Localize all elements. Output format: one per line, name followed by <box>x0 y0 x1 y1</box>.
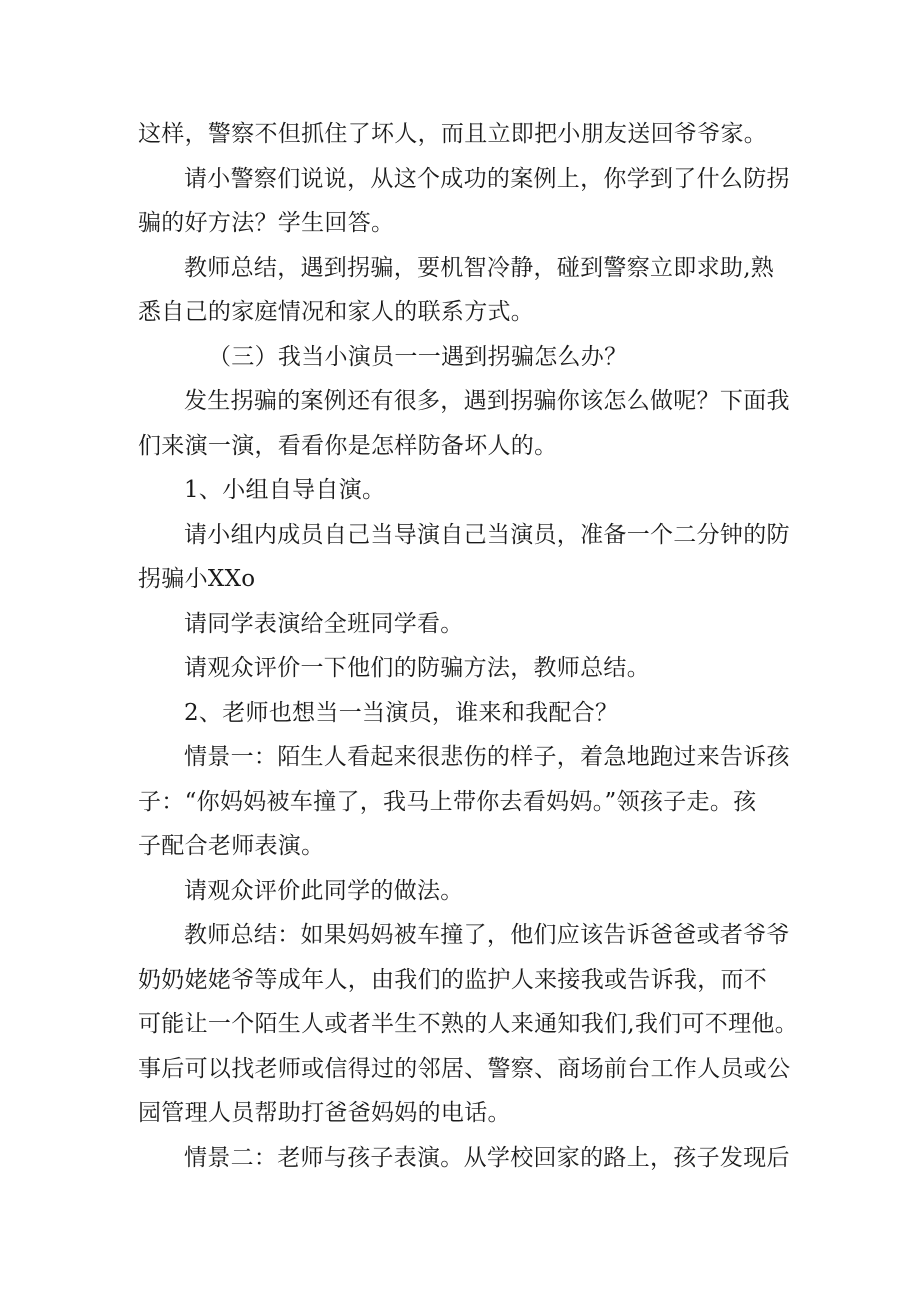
text-line: 2、老师也想当一当演员，谁来和我配合？ <box>184 699 619 726</box>
text-line: 拐骗小XXo <box>138 566 256 592</box>
section-heading: （三）我当小演员一一遇到拐骗怎么办？ <box>208 343 628 370</box>
text-line: 教师总结，遇到拐骗，要机智冷静，碰到警察立即求助,熟 <box>184 254 775 281</box>
text-line: 奶奶姥姥爷等成年人，由我们的监护人来接我或告诉我，而不 <box>138 966 768 993</box>
text-line: 请观众评价一下他们的防骗方法，教师总结。 <box>184 655 650 681</box>
text-line: 悉自己的家庭情况和家人的联系方式。 <box>138 299 535 325</box>
text-line: 发生拐骗的案例还有很多，遇到拐骗你该怎么做呢？下面我 <box>184 388 790 414</box>
text-line: 教师总结：如果妈妈被车撞了，他们应该告诉爸爸或者爷爷 <box>184 922 790 948</box>
text-line: 情景一：陌生人看起来很悲伤的样子，着急地跑过来告诉孩 <box>184 744 790 770</box>
text-line: 们来演一演，看看你是怎样防备坏人的。 <box>138 432 558 459</box>
text-line: 可能让一个陌生人或者半生不熟的人来通知我们,我们可不理他。 <box>138 1011 799 1037</box>
text-line: 请小警察们说说，从这个成功的案例上，你学到了什么防拐 <box>184 165 790 192</box>
text-line: 这样，警察不但抓住了坏人，而且立即把小朋友送回爷爷家。 <box>138 121 768 147</box>
text-line: 园管理人员帮助打爸爸妈妈的电话。 <box>138 1100 511 1126</box>
text-line: 请观众评价此同学的做法。 <box>184 877 464 904</box>
text-line: 请同学表演给全班同学看。 <box>184 610 464 637</box>
document-body <box>138 112 799 1180</box>
text-line: 子配合老师表演。 <box>138 833 325 859</box>
text-line: 请小组内成员自己当导演自己当演员，准备一个二分钟的防 <box>184 521 790 548</box>
text-line: 骗的好方法？学生回答。 <box>138 210 395 236</box>
text-line: 子：“你妈妈被车撞了，我马上带你去看妈妈。”领孩子走。孩 <box>138 788 757 815</box>
text-line: 1、小组自导自演。 <box>184 477 386 503</box>
text-line: 情景二：老师与孩子表演。从学校回家的路上，孩子发现后 <box>184 1144 790 1171</box>
text-line: 事后可以找老师或信得过的邻居、警察、商场前台工作人员或公 <box>138 1055 791 1082</box>
